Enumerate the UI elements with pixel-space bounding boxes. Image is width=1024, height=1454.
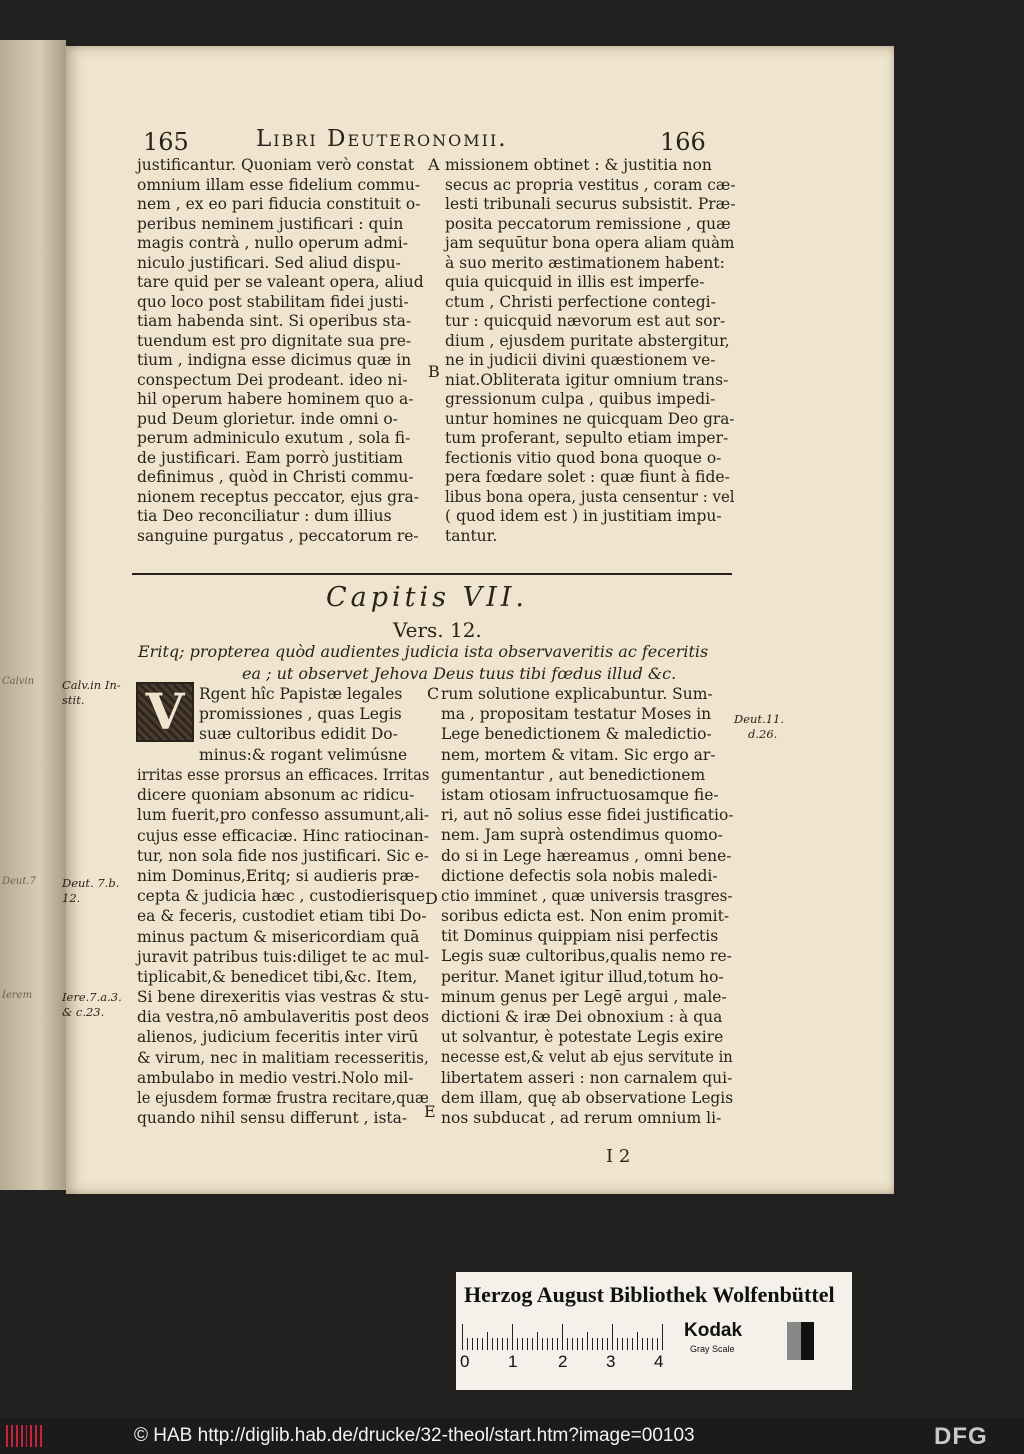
ruler-tick	[587, 1332, 588, 1350]
text-line: nim Dominus,Eritq; si audieris præ-	[137, 866, 420, 885]
text-line: ri, aut nō solius esse fidei justificatio-	[441, 806, 734, 825]
ruler-tick	[567, 1338, 568, 1350]
text-line: quando nihil sensu differunt , ista-	[137, 1109, 408, 1128]
ruler-tick	[627, 1338, 628, 1350]
text-line: promissiones , quas Legis	[199, 705, 402, 724]
text-line: lum fuerit,pro confesso assumunt,ali-	[137, 806, 430, 825]
ruler-tick	[577, 1338, 578, 1350]
ruler-tick	[507, 1338, 508, 1350]
text-line: quia quicquid in illis est imperfe-	[445, 273, 705, 291]
text-line: hil operum habere hominem quo a-	[137, 390, 414, 408]
section-letter: E	[424, 1102, 436, 1121]
text-line: omnium illam esse fidelium commu-	[137, 175, 421, 194]
text-line: & virum, nec in malitiam recesseritis,	[137, 1048, 429, 1067]
top-left-column	[137, 156, 429, 546]
ruler-tick	[517, 1338, 518, 1350]
text-line: niat.Obliterata igitur omnium trans-	[445, 370, 729, 389]
ruler-tick	[537, 1332, 538, 1350]
ghost-margin-note: Ierem	[2, 990, 33, 1001]
text-line: Lege benedictionem & maledictio-	[441, 725, 712, 744]
ruler-tick	[632, 1338, 633, 1350]
right-page-number: 166	[660, 128, 706, 156]
text-line: dia vestra,nō ambulaveritis post deos	[137, 1008, 430, 1027]
text-line: minum genus per Legē argui , male-	[441, 987, 727, 1006]
text-line: cujus esse efficaciæ. Hinc ratiocinan-	[137, 826, 429, 845]
text-line: tium , indigna esse dicimus quæ in	[137, 351, 412, 369]
text-line: dem illam, quę ab observatione Legis	[441, 1088, 734, 1107]
bottom-left-column-indented	[199, 684, 429, 765]
scale-number: 3	[606, 1352, 616, 1371]
text-line: ne in judicii divini quæstionem ve-	[445, 351, 716, 369]
text-line: lesti tribunali securus subsistit. Præ-	[445, 195, 736, 213]
text-line: peritur. Manet igitur illud,totum ho-	[441, 967, 724, 986]
text-line: perum adminiculo exutum , sola fi-	[137, 429, 411, 447]
ruler-tick	[497, 1338, 498, 1350]
bottom-right-column	[441, 684, 733, 1128]
gray-swatch	[774, 1322, 814, 1360]
text-line: tare quid per se valeant opera, aliud	[137, 273, 424, 291]
text-line: justificantur. Quoniam verò constat	[137, 156, 415, 174]
library-name: Herzog August Bibliothek Wolfenbüttel	[464, 1282, 835, 1307]
ruler-tick	[607, 1338, 608, 1350]
ruler-tick	[542, 1338, 543, 1350]
footer-bar	[0, 1418, 1024, 1454]
text-line: nionem receptus peccator, ejus gra-	[137, 487, 419, 506]
text-line: ut solvantur, è potestate Legis exire	[441, 1028, 724, 1047]
text-line: tia Deo reconciliatur : dum illius	[137, 507, 392, 525]
text-line: alienos, judicium feceritis inter virū	[137, 1028, 419, 1047]
text-line: niculo justificari. Sed aliud dispu-	[137, 253, 401, 272]
text-line: gumentantur , aut benedictionem	[441, 765, 706, 784]
text-line: dictione defectis sola nobis maledi-	[441, 866, 718, 885]
ruler-tick	[477, 1338, 478, 1350]
text-line: Legis suæ cultoribus,qualis nemo re-	[441, 947, 732, 966]
running-title: Libri Deuteronomii.	[256, 126, 508, 152]
ruler-tick	[597, 1338, 598, 1350]
text-line: nem, mortem & vitam. Sic ergo ar-	[441, 745, 716, 764]
text-line: nem. Jam suprà ostendimus quomo-	[441, 826, 723, 845]
margin-note: d.26.	[748, 727, 778, 741]
text-line: pera fœdare solet : quæ fiunt à fide-	[445, 468, 730, 486]
text-line: dicere quoniam absonum ac ridicu-	[137, 786, 415, 805]
text-line: irritas esse prorsus an efficaces. Irritas	[137, 766, 430, 784]
text-line: minus pactum & misericordiam quā	[137, 927, 420, 946]
text-line: magis contrà , nullo operum admi-	[137, 234, 408, 252]
color-target	[456, 1272, 852, 1390]
scale-number: 1	[508, 1352, 518, 1371]
text-line: rum solutione explicabuntur. Sum-	[441, 685, 713, 703]
text-line: à suo merito æstimationem habent:	[445, 253, 725, 272]
bottom-left-column	[137, 765, 429, 1128]
text-line: tur : quicquid nævorum est aut sor-	[445, 312, 726, 330]
ruler-tick	[552, 1338, 553, 1350]
scale-number: 2	[558, 1352, 568, 1371]
verse-heading: Vers. 12.	[393, 618, 482, 642]
ruler-tick	[612, 1324, 613, 1350]
text-line: secus ac propria vestitus , coram cæ-	[445, 175, 736, 194]
ruler-tick	[622, 1338, 623, 1350]
text-line: quo loco post stabilitam fidei justi-	[137, 292, 409, 311]
text-line: posita peccatorum remissione , quæ	[445, 214, 731, 233]
section-letter: A	[428, 155, 440, 174]
lemma-line: Eritq; propterea quòd audientes judicia ista observaveritis ac feceritis	[138, 642, 709, 661]
left-page-number: 165	[143, 128, 189, 156]
margin-note: stit.	[62, 693, 85, 707]
text-line: tantur.	[445, 526, 498, 545]
ruler-tick	[467, 1338, 468, 1350]
ruler-tick	[637, 1332, 638, 1350]
text-line: istam otiosam infructuosamque fie-	[441, 785, 719, 804]
margin-note: Deut.11.	[734, 712, 784, 726]
text-line: sanguine purgatus , peccatorum re-	[137, 526, 419, 545]
text-line: minus:& rogant velimúsne	[199, 745, 408, 764]
margin-note: Deut. 7.b.	[62, 876, 120, 890]
text-line: tiplicabit,& benedicet tibi,&c. Item,	[137, 967, 418, 986]
text-line: do si in Lege hæreamus , omni bene-	[441, 846, 732, 865]
text-line: necesse est,& velut ab ejus servitute in	[441, 1048, 733, 1067]
text-line: pud Deum glorietur. inde omni o-	[137, 409, 398, 428]
section-letter: D	[425, 889, 438, 908]
hab-logo-icon	[6, 1425, 42, 1447]
text-line: nem , ex eo pari fiducia constituit o-	[137, 195, 421, 213]
ruler-tick	[562, 1324, 563, 1350]
text-line: dium , ejusdem puritate abstergitur,	[445, 331, 730, 350]
text-line: suæ cultoribus edidit Do-	[199, 725, 398, 744]
scale-number: 0	[460, 1352, 470, 1371]
kodak-logo: Kodak	[684, 1320, 743, 1341]
text-line: libertatem asseri : non carnalem qui-	[441, 1068, 733, 1087]
ruler-tick	[662, 1324, 663, 1350]
gray-scale-label: Gray Scale	[690, 1344, 735, 1354]
text-line: tum proferant, sepulto etiam imper-	[445, 429, 729, 447]
lemma-line: ea ; ut observet Jehova Deus tuus tibi fœdus illud &c.	[242, 664, 677, 683]
text-line: peribus neminem justificari : quin	[137, 214, 404, 233]
ruler-tick	[522, 1338, 523, 1350]
text-line: tuendum est pro dignitate sua pre-	[137, 331, 412, 350]
text-line: tur, non sola fide nos justificari. Sic e-	[137, 846, 429, 865]
ruler-tick	[512, 1324, 513, 1350]
text-line: le ejusdem formæ frustra recitare,quæ	[137, 1089, 429, 1107]
ruler-tick	[532, 1338, 533, 1350]
ruler-tick	[592, 1338, 593, 1350]
previous-page-edge	[0, 40, 66, 1190]
ruler-tick	[487, 1332, 488, 1350]
ghost-margin-note: Calvin	[2, 676, 35, 687]
ruler-tick	[582, 1338, 583, 1350]
dfg-logo: DFG	[934, 1423, 988, 1450]
ruler-tick	[657, 1338, 658, 1350]
chapter-heading: Capitis VII.	[326, 582, 529, 613]
text-line: de justificari. Eam porrò justitiam	[137, 448, 403, 467]
ruler-tick	[652, 1338, 653, 1350]
ghost-margin-note: Deut.7	[2, 876, 36, 887]
text-line: ctio imminet , quæ universis trasgres-	[441, 886, 733, 905]
scale-ruler	[462, 1322, 674, 1350]
ruler-tick	[547, 1338, 548, 1350]
text-line: Si bene direxeritis vias vestras & stu-	[137, 988, 430, 1007]
text-line: tiam habenda sint. Si operibus sta-	[137, 312, 412, 330]
text-line: definimus , quòd in Christi commu-	[137, 468, 414, 486]
ruler-tick	[617, 1338, 618, 1350]
ruler-tick	[502, 1338, 503, 1350]
text-line: libus bona opera, justa censentur : vel	[445, 487, 735, 506]
text-line: untur homines ne quicquam Deo gra-	[445, 409, 735, 428]
section-letter: B	[428, 362, 440, 381]
text-line: ctum , Christi perfectione contegi-	[445, 292, 716, 311]
text-line: missionem obtinet : & justitia non	[445, 156, 712, 174]
ruler-tick	[482, 1338, 483, 1350]
text-line: fectionis vitio quod bona quoque o-	[445, 448, 722, 467]
ruler-tick	[492, 1338, 493, 1350]
section-letter: C	[427, 684, 440, 703]
ruler-tick	[472, 1338, 473, 1350]
text-line: nos subducat , ad rerum omnium li-	[441, 1108, 722, 1127]
copyright-link[interactable]: © HAB http://diglib.hab.de/drucke/32-theol/start.htm?image=00103	[134, 1425, 695, 1446]
text-line: ( quod idem est ) in justitiam impu-	[445, 507, 722, 525]
ruler-tick	[647, 1338, 648, 1350]
margin-note: Iere.7.a.3.	[62, 990, 122, 1004]
margin-note: 12.	[62, 891, 81, 905]
text-line: ambulabo in medio vestri.Nolo mil-	[137, 1068, 414, 1087]
text-line: tit Dominus quippiam nisi perfectis	[441, 927, 719, 946]
section-rule	[132, 573, 732, 575]
text-line: juravit patribus tuis:diliget te ac mul-	[137, 947, 430, 966]
text-line: cepta & judicia hæc , custodierisque	[137, 887, 426, 906]
text-line: soribus edicta est. Non enim promit-	[441, 907, 730, 926]
margin-note: & c.23.	[62, 1005, 105, 1019]
scale-number: 4	[654, 1352, 664, 1371]
ruler-tick	[462, 1324, 463, 1350]
margin-note: Calv.in In-	[62, 678, 121, 692]
text-line: dictioni & iræ Dei obnoxium : à qua	[441, 1008, 723, 1026]
text-line: jam sequūtur bona opera aliam quàm	[445, 234, 735, 252]
text-line: ma , propositam testatur Moses in	[441, 705, 712, 724]
text-line: gressionum culpa , quibus impedi-	[445, 390, 716, 408]
decorated-initial: V	[136, 682, 194, 742]
ruler-tick	[642, 1338, 643, 1350]
ruler-tick	[527, 1338, 528, 1350]
text-line: Rgent hîc Papistæ legales	[199, 685, 403, 703]
ruler-tick	[602, 1338, 603, 1350]
text-line: conspectum Dei prodeant. ideo ni-	[137, 370, 408, 389]
top-right-column	[445, 156, 735, 546]
text-line: ea & feceris, custodiet etiam tibi Do-	[137, 907, 427, 926]
ruler-tick	[557, 1338, 558, 1350]
signature-mark: I 2	[606, 1146, 631, 1167]
ruler-tick	[572, 1338, 573, 1350]
